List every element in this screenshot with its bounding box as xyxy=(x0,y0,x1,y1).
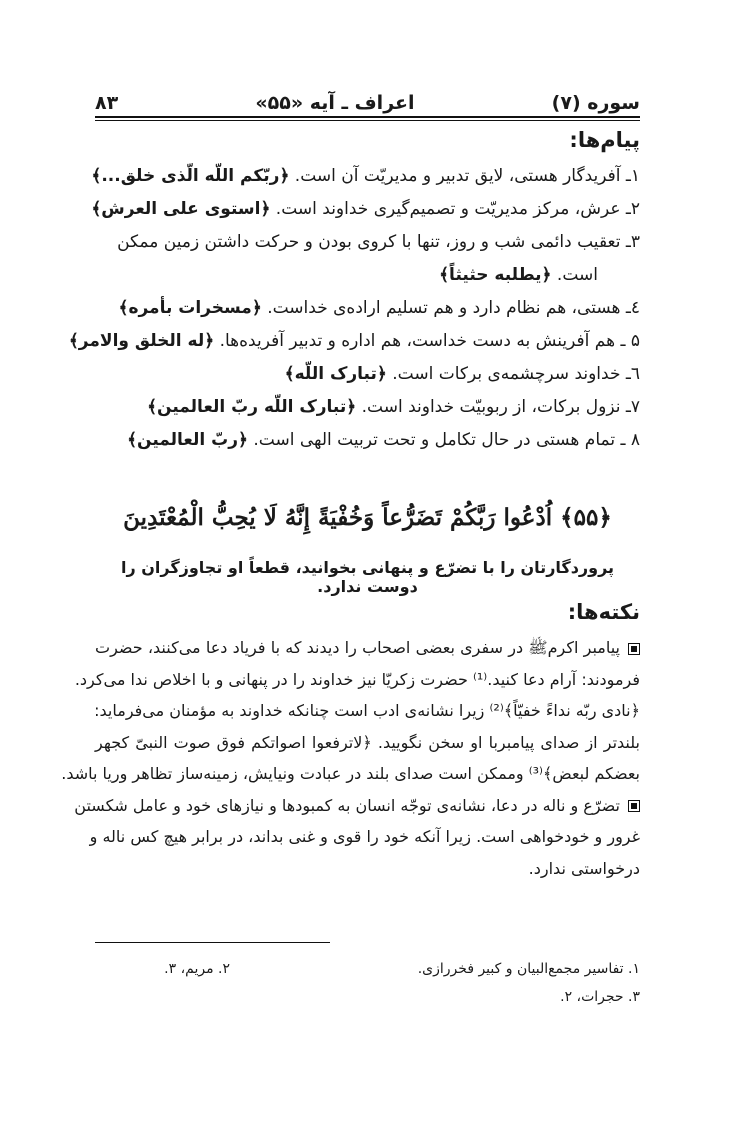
quran-quote: ﴿ربّ العالمین﴾ xyxy=(127,430,248,450)
note-line xyxy=(95,695,640,727)
footnote-rule xyxy=(95,942,330,943)
verse-translation: پروردگارتان را با تضرّع و پنهانی بخوانید، قطعاً او تجاوزگران را دوست ندارد. xyxy=(120,558,615,596)
messages-list xyxy=(68,160,640,457)
message-text: ۲ـ عرش، مرکز مدیریّت و تصمیم‌گیری خداوند است. xyxy=(270,199,640,219)
quran-quote: ﴿ربّکم اللّه الّذی خلق...﴾ xyxy=(91,166,290,186)
footnote-entry: ۲. مریم، ۳. xyxy=(164,961,230,977)
note-text: درخواستی ندارد. xyxy=(528,858,640,878)
page-number: ۸۳ xyxy=(95,92,119,114)
header-rule xyxy=(95,116,640,118)
note-line xyxy=(95,727,640,759)
note-text: فرمودند: آرام دعا کنید.⁽¹⁾ حضرت زکریّا نیز خداوند را در پنهانی و با اخلاص ندا می‌کرد. xyxy=(74,669,640,689)
message-line xyxy=(95,259,640,292)
message-text: ٦ـ خداوند سرچشمه‌ی برکات است. xyxy=(386,364,640,384)
message-text: است. xyxy=(551,265,598,285)
notes-list xyxy=(61,632,640,884)
message-line xyxy=(95,226,640,259)
message-text: ۱ـ آفریدگار هستی، لایق تدبیر و مدیریّت آن است. xyxy=(289,166,640,186)
note-line xyxy=(95,853,640,885)
note-line xyxy=(61,758,640,790)
header-rule-thin xyxy=(95,120,640,121)
quran-quote: ﴿مسخرات بأمره﴾ xyxy=(118,298,262,318)
message-text: ۳ـ تعقیب دائمی شب و روز، تنها با کروی بودن و حرکت داشتن زمین ممکن xyxy=(117,232,640,252)
message-text: ۸ ـ تمام هستی در حال تکامل و تحت تربیت الهی است. xyxy=(247,430,640,450)
note-line xyxy=(95,632,640,664)
quran-verse: ﴿۵۵﴾ اُدْعُوا رَبَّكُمْ تَضَرُّعاً وَخُفْيَةً إِنَّهُ لَا يُحِبُّ الْمُعْتَدِينَ xyxy=(123,504,612,531)
note-text: غرور و خودخواهی است. زیرا آنکه خود را قوی و غنی بداند، در برابر هیچ کس ناله و xyxy=(89,827,640,846)
quran-quote: ﴿استوی علی العرش﴾ xyxy=(91,199,271,219)
note-text: پیامبر اکرمﷺ در سفری بعضی اصحاب را دیدند که با فریاد دعا می‌کنند، حضرت xyxy=(95,638,620,657)
quran-quote: ﴿یطلبه حثیثاً﴾ xyxy=(439,265,552,285)
note-text: تضرّع و ناله در دعا، نشانه‌ی توجّه انسان به کمبودها و نیازهای خود و عامل شکستن xyxy=(74,795,620,815)
footnote-entry xyxy=(95,983,230,1011)
square-bullet-icon xyxy=(628,643,640,655)
chapter-verse-title: اعراف ـ آیه «۵۵» xyxy=(255,92,415,114)
note-text: ﴿نادی ربّه نداءً خفیّاً﴾⁽²⁾ زیرا نشانه‌ی ادب است چنانکه خداوند به مؤمنان می‌فرماید: xyxy=(94,701,640,720)
quran-quote: ﴿تبارک اللّه﴾ xyxy=(284,364,387,384)
footnotes xyxy=(95,955,640,1011)
message-line xyxy=(68,325,640,358)
footnote-entry: ۱. تفاسیر مجمع‌البیان و کبیر فخررازی. xyxy=(417,961,640,977)
footnote-row xyxy=(95,955,640,983)
note-line xyxy=(74,664,640,696)
square-bullet-icon xyxy=(628,800,640,812)
messages-title: پیام‌ها: xyxy=(569,128,640,152)
note-line xyxy=(89,821,640,853)
notes-title: نکته‌ها: xyxy=(567,600,640,624)
message-line xyxy=(95,424,640,457)
note-line xyxy=(74,790,640,822)
page-header xyxy=(95,86,640,114)
quran-quote: ﴿تبارک اللّه ربّ العالمین﴾ xyxy=(147,397,357,417)
message-line xyxy=(95,358,640,391)
message-line xyxy=(95,292,640,325)
quran-quote: ﴿له الخلق والامر﴾ xyxy=(68,331,215,351)
message-text: ۷ـ نزول برکات، از ربوبیّت خداوند است. xyxy=(356,397,640,417)
surah-label: سوره (۷) xyxy=(551,92,640,114)
message-text: ٤ـ هستی، هم نظام دارد و هم تسلیم اراده‌ی خداست. xyxy=(261,298,640,318)
footnote-entry: ۳. حجرات، ۲. xyxy=(560,989,640,1005)
message-text: ۵ ـ هم آفرینش به دست خداست، هم اداره و تدبیر آفریده‌ها. xyxy=(214,331,640,351)
message-line xyxy=(91,193,640,226)
message-line xyxy=(91,160,640,193)
note-text: بعضکم لبعض﴾⁽³⁾ وممکن است صدای بلند در عبادت ونیایش، زمینه‌ساز تظاهر وریا باشد. xyxy=(61,764,640,783)
footnote-row xyxy=(95,983,640,1011)
message-line xyxy=(95,391,640,424)
note-text: بلندتر از صدای پیامبربا او سخن نگویید. ﴿لاترفعوا اصواتکم فوق صوت النبیّ کجهر xyxy=(95,732,640,752)
